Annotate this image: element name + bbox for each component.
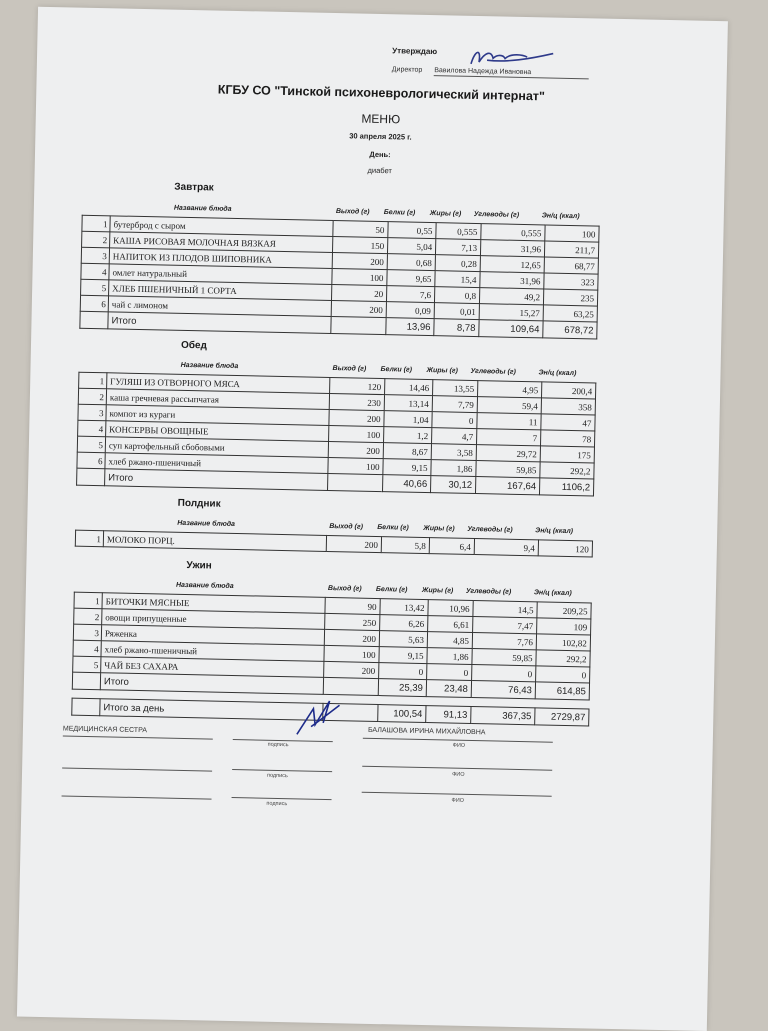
breakfast-table-body (80, 215, 599, 339)
row-number: 1 (82, 215, 110, 232)
total-fat: 23,48 (426, 680, 471, 698)
total-blank (77, 468, 105, 486)
dish-carb: 59,85 (476, 461, 540, 478)
day-total-fat: 91,13 (426, 706, 471, 724)
col-prot: Белки (г) (383, 209, 416, 217)
lunch-table (76, 372, 596, 497)
row-number: 1 (75, 530, 103, 547)
dish-fat: 4,7 (432, 428, 477, 445)
dish-out: 200 (326, 535, 381, 552)
col-energy: Эн/ц (ккал) (533, 589, 572, 598)
col-carb: Углеводы (г) (465, 587, 512, 596)
row-number: 2 (82, 231, 110, 248)
dish-name: чай с лимоном (108, 296, 331, 317)
dish-prot: 7,6 (386, 286, 434, 303)
row-number: 5 (77, 436, 105, 453)
dish-carb: 7,47 (473, 617, 537, 634)
col-name: Название блюда (177, 519, 236, 529)
row-number: 3 (73, 624, 101, 641)
dish-out: 230 (329, 393, 384, 410)
row-number: 1 (79, 372, 107, 389)
row-number: 3 (81, 247, 109, 264)
dish-fat: 3,58 (431, 444, 476, 461)
nurse-name: БАЛАШОВА ИРИНА МИХАЙЛОВНА (367, 726, 486, 737)
row-number: 4 (73, 640, 101, 657)
director-label: Директор (391, 66, 423, 74)
col-out: Выход (г) (327, 584, 362, 593)
nurse-label: МЕДИЦИНСКАЯ СЕСТРА (62, 725, 148, 735)
dish-fat: 0,8 (434, 287, 479, 304)
col-out: Выход (г) (335, 208, 370, 216)
dish-fat: 7,13 (435, 239, 480, 256)
col-prot: Белки (г) (377, 523, 409, 532)
dish-prot: 5,63 (379, 631, 427, 648)
dish-fat: 4,85 (427, 632, 472, 649)
dish-out: 200 (332, 252, 387, 269)
dish-fat: 1,86 (431, 460, 476, 477)
dish-prot: 13,42 (380, 599, 428, 616)
row-number: 4 (81, 263, 109, 280)
dish-energy: 235 (543, 289, 597, 306)
dish-name: каша гречневая рассыпчатая (106, 389, 329, 410)
col-name: Название блюда (175, 581, 234, 590)
total-carb: 109,64 (479, 320, 543, 338)
total-carb: 167,64 (475, 477, 539, 495)
diet-label: диабет (367, 165, 392, 176)
fio-caption-3: ФИО (451, 797, 465, 804)
total-blank (72, 672, 100, 690)
row-number: 6 (77, 452, 105, 469)
dish-carb: 0,555 (481, 224, 545, 241)
sign-caption-1: подпись (267, 741, 289, 749)
dish-out: 100 (324, 645, 379, 662)
total-label: Итого (100, 673, 323, 695)
organization-title: КГБУ СО "Тинской психоневрологический интернат" (217, 82, 546, 104)
dish-prot: 0,68 (387, 254, 435, 271)
col-prot: Белки (г) (380, 366, 413, 374)
dish-name: бутерброд с сыром (110, 216, 333, 237)
dish-fat: 13,55 (433, 380, 478, 397)
dish-prot: 8,67 (383, 443, 431, 460)
dish-energy: 109 (537, 618, 591, 635)
dish-out: 150 (332, 236, 387, 253)
dish-prot: 14,46 (385, 379, 433, 396)
dish-prot: 6,26 (380, 615, 428, 632)
dish-prot: 1,04 (384, 411, 432, 428)
dish-out: 200 (324, 661, 379, 678)
total-out (331, 316, 386, 334)
dish-name: БИТОЧКИ МЯСНЫЕ (102, 593, 325, 614)
dinner-table-body (72, 592, 591, 700)
col-fat: Жиры (г) (421, 586, 454, 595)
total-prot: 13,96 (386, 318, 434, 336)
dish-energy: 78 (540, 430, 594, 447)
menu-title: МЕНЮ (361, 111, 401, 127)
dish-carb: 59,85 (472, 649, 536, 666)
row-number: 2 (78, 388, 106, 405)
dish-carb: 15,27 (479, 304, 543, 321)
dish-energy: 211,7 (544, 241, 598, 258)
total-prot: 25,39 (378, 679, 426, 697)
total-out (328, 473, 383, 491)
section-title-snack: Полдник (177, 497, 221, 510)
row-number: 2 (74, 608, 102, 625)
menu-date: 30 апреля 2025 г. (349, 131, 412, 142)
dish-name: суп картофельный сбобовыми (105, 437, 328, 458)
dish-carb: 11 (477, 413, 541, 430)
dish-prot: 0,09 (386, 302, 434, 319)
col-carb: Углеводы (г) (467, 525, 513, 534)
dish-carb: 12,65 (480, 256, 544, 273)
col-name: Название блюда (180, 361, 239, 371)
dish-name: ХЛЕБ ПШЕНИЧНЫЙ 1 СОРТА (109, 280, 332, 301)
dish-out: 50 (333, 221, 388, 238)
dish-energy: 120 (538, 540, 592, 557)
dish-carb: 59,4 (477, 397, 541, 414)
dish-prot: 13,14 (384, 395, 432, 412)
total-energy: 1106,2 (539, 478, 593, 496)
dish-carb: 9,4 (474, 539, 538, 556)
col-fat: Жиры (г) (426, 366, 458, 375)
row-number: 5 (81, 279, 109, 296)
dish-out: 200 (324, 629, 379, 646)
dish-fat: 10,96 (428, 600, 473, 617)
section-title-breakfast: Завтрак (174, 181, 214, 194)
dish-prot: 5,04 (387, 238, 435, 255)
dinner-table (72, 592, 592, 701)
dish-energy: 200,4 (541, 382, 595, 399)
dish-fat: 15,4 (435, 271, 480, 288)
dish-name: ЧАЙ БЕЗ САХАРА (101, 657, 324, 678)
dish-out: 100 (332, 268, 387, 285)
dish-name: ГУЛЯШ ИЗ ОТВОРНОГО МЯСА (107, 373, 330, 394)
dish-fat: 6,4 (429, 538, 474, 555)
dish-name: КОНСЕРВЫ ОВОЩНЫЕ (106, 421, 329, 442)
dish-fat: 0,555 (436, 223, 481, 240)
section-title-lunch: Обед (180, 339, 208, 352)
dish-prot: 9,15 (383, 459, 431, 476)
day-total-carb: 367,35 (471, 706, 535, 724)
total-label: Итого (108, 312, 331, 334)
dish-energy: 323 (544, 273, 598, 290)
breakfast-table (79, 215, 599, 340)
dish-name: овощи припущенные (102, 609, 325, 630)
day-total-label: Итого за день (100, 699, 323, 721)
dish-carb: 7 (477, 429, 541, 446)
dish-name: КАША РИСОВАЯ МОЛОЧНАЯ ВЯЗКАЯ (110, 232, 333, 253)
dish-prot: 1,2 (384, 427, 432, 444)
col-energy: Эн/ц (ккал) (535, 527, 574, 536)
dish-fat: 6,61 (428, 616, 473, 633)
dish-prot: 5,8 (381, 537, 429, 554)
dish-prot: 0 (379, 663, 427, 680)
dish-energy: 102,82 (536, 634, 590, 651)
section-title-dinner: Ужин (186, 560, 212, 572)
menu-document (17, 7, 728, 1031)
total-carb: 76,43 (471, 681, 535, 699)
total-fat: 30,12 (430, 476, 475, 494)
nurse-signature (293, 694, 344, 745)
approve-label: Утверждаю (392, 46, 438, 57)
col-energy: Эн/ц (ккал) (541, 212, 580, 221)
dish-carb: 4,95 (478, 381, 542, 398)
row-number: 3 (78, 404, 106, 421)
dish-carb: 14,5 (473, 601, 537, 618)
dish-name: хлеб ржано-пшеничный (101, 641, 324, 662)
dish-energy: 0 (536, 666, 590, 683)
lunch-table-body (77, 372, 596, 496)
dish-fat: 0 (427, 664, 472, 681)
dish-carb: 49,2 (479, 288, 543, 305)
total-fat: 8,78 (434, 319, 479, 337)
dish-energy: 63,25 (543, 305, 597, 322)
total-blank (80, 311, 108, 329)
dish-fat: 7,79 (432, 396, 477, 413)
dish-out: 250 (325, 613, 380, 630)
dish-name: хлеб ржано-пшеничный (105, 453, 328, 474)
dish-out: 100 (328, 457, 383, 474)
col-fat: Жиры (г) (429, 210, 462, 218)
dish-name: омлет натуральный (109, 264, 332, 285)
dish-prot: 0,55 (388, 222, 436, 239)
total-prot: 40,66 (382, 475, 430, 493)
dish-fat: 0,01 (434, 303, 479, 320)
dish-energy: 292,2 (540, 462, 594, 479)
row-number: 5 (73, 656, 101, 673)
dish-energy: 47 (541, 414, 595, 431)
total-energy: 678,72 (543, 321, 597, 339)
director-name: Вавилова Надежда Ивановна (434, 67, 589, 79)
dish-fat: 1,86 (427, 648, 472, 665)
dish-energy: 175 (540, 446, 594, 463)
row-number: 4 (78, 420, 106, 437)
dish-prot: 9,15 (379, 647, 427, 664)
total-energy: 614,85 (535, 682, 589, 700)
col-out: Выход (г) (329, 522, 364, 531)
dish-carb: 29,72 (476, 445, 540, 462)
dish-fat: 0 (432, 412, 477, 429)
fio-caption-2: ФИО (452, 771, 465, 778)
total-out (323, 677, 378, 695)
dish-name: компот из кураги (106, 405, 329, 426)
dish-fat: 0,28 (435, 255, 480, 272)
sign-caption-3: подпись (266, 800, 288, 808)
dish-energy: 68,77 (544, 257, 598, 274)
dish-out: 100 (329, 425, 384, 442)
dish-energy: 209,25 (537, 602, 591, 619)
dish-energy: 358 (541, 398, 595, 415)
dish-carb: 31,96 (480, 240, 544, 257)
fio-caption-1: ФИО (452, 742, 466, 749)
col-carb: Углеводы (г) (473, 210, 520, 219)
col-fat: Жиры (г) (423, 524, 455, 533)
dish-prot: 9,65 (387, 270, 435, 287)
col-out: Выход (г) (332, 365, 367, 373)
row-number: 6 (80, 295, 108, 312)
dish-name: Ряженка (101, 625, 324, 646)
total-label: Итого (105, 469, 328, 491)
dish-name: НАПИТОК ИЗ ПЛОДОВ ШИПОВНИКА (109, 248, 332, 269)
day-total-energy: 2729,87 (535, 708, 589, 726)
dish-out: 200 (331, 300, 386, 317)
day-total-prot: 100,54 (378, 705, 426, 723)
dish-out: 200 (328, 441, 383, 458)
dish-out: 20 (331, 284, 386, 301)
col-carb: Углеводы (г) (470, 367, 516, 376)
dish-name: МОЛОКО ПОРЦ. (103, 531, 326, 552)
dish-out: 200 (329, 409, 384, 426)
sign-caption-2: подпись (266, 772, 288, 780)
col-prot: Белки (г) (375, 585, 408, 594)
dish-out: 120 (330, 377, 385, 394)
day-label: День: (369, 149, 391, 160)
col-energy: Эн/ц (ккал) (538, 369, 577, 378)
dish-carb: 31,96 (480, 272, 544, 289)
dish-out: 90 (325, 597, 380, 614)
dish-carb: 0 (472, 665, 536, 682)
dish-energy: 292,2 (536, 650, 590, 667)
col-name: Название блюда (173, 204, 232, 213)
dish-carb: 7,76 (472, 633, 536, 650)
dish-energy: 100 (545, 225, 599, 242)
row-number: 1 (74, 592, 102, 609)
